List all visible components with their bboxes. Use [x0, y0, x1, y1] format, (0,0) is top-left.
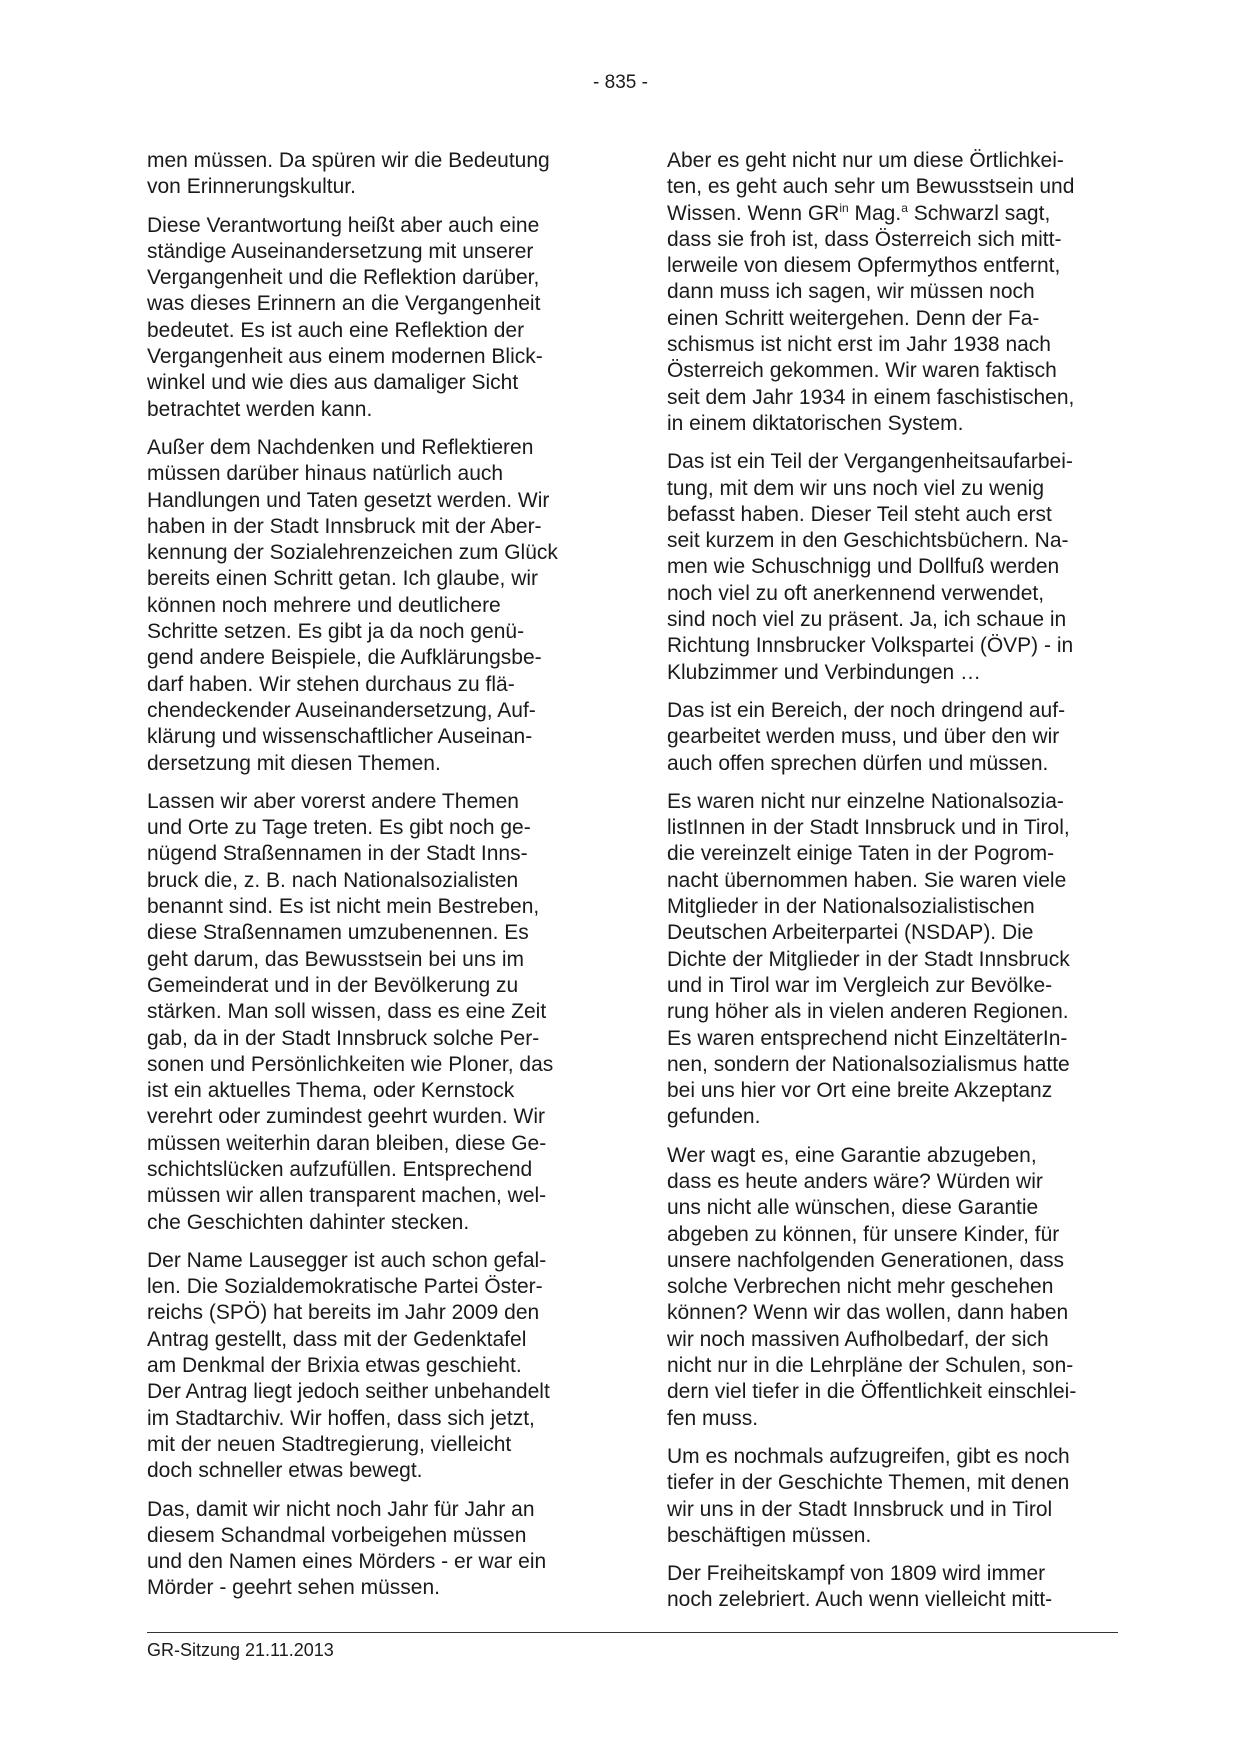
text-span: Mag.: [848, 201, 902, 225]
footer-divider: [147, 1632, 1118, 1633]
paragraph: Das ist ein Bereich, der noch dringend auf- gearbeitet werden muss, und über den wir auch offen sprechen dürfen und müssen.: [667, 698, 1066, 775]
paragraph: Um es nochmals aufzugreifen, gibt es noch tiefer in der Geschichte Themen, mit denen wir uns in der Stadt Innsbruck und in Tirol beschäftigen müssen.: [667, 1444, 1070, 1547]
paragraph: Das ist ein Teil der Vergangenheitsaufarbei- tung, mit dem wir uns noch viel zu wenig befasst haben. Dieser Teil steht auch erst seit kurzem in den Geschichtsbüchern. Na- men wie Schuschnigg und Dollfuß werden noch viel zu oft anerkennend verwendet, sind noch viel zu präsent. Ja, ich schaue in Richtung Innsbrucker Volkspartei (ÖVP) - in Klubzimmer und Verbindungen …: [667, 450, 1074, 684]
superscript: a: [901, 200, 908, 215]
superscript: in: [839, 200, 849, 215]
paragraph-intro: [667, 148, 1107, 437]
page-number: - 835 -: [593, 72, 648, 93]
footer-text: GR-Sitzung 21.11.2013: [147, 1640, 334, 1660]
paragraph: Der Freiheitskampf von 1809 wird immer noch zelebriert. Auch wenn vielleicht mitt-: [667, 1562, 1053, 1612]
paragraph: Der Name Lausegger ist auch schon gefal- len. Die Sozialdemokratische Partei Öster- reichs (SPÖ) hat bereits im Jahr 2009 den Antrag gestellt, dass mit der Gedenktafel am Denkmal der Brixia etwas geschieht. Der Antrag liegt jedoch seither unbehandelt im Stadtarchiv. Wir hoffen, dass sich jetzt, mit der neuen Stadtregierung, vielleicht doch schneller etwas bewegt.: [147, 1248, 550, 1483]
text-span: ten, es geht auch sehr um Bewusstsein und: [667, 175, 1075, 199]
text-span: Wissen. Wenn GR: [667, 201, 840, 225]
paragraph: Lassen wir aber vorerst andere Themen und Orte zu Tage treten. Es gibt noch ge- nügend Straßennamen in der Stadt Inns- bruck die, z. B. nach Nationalsozialisten benannt sind. Es ist nicht mein Bestreben, diese Straßennamen umzubenennen. Es geht darum, das Bewusstsein bei uns im Gemeinderat und in der Bevölkerung zu stärken. Man soll wissen, dass es eine Zeit gab, da in der Stadt Innsbruck solche Per- sonen und Persönlichkeiten wie Ploner, das ist ein aktuelles Thema, oder Kernstock verehrt oder zumindest geehrt wurden. Wir müssen weiterhin daran bleiben, diese Ge- schichtslücken aufzufüllen. Entsprechend müssen wir allen transparent machen, wel- che Geschichten dahinter stecken.: [147, 789, 554, 1234]
text-span: Schwarzl sagt,: [907, 201, 1051, 225]
text-span: dass sie froh ist, dass Österreich sich mitt- lerweile von diesem Opfermythos entfernt, dann muss ich sagen, wir müssen noch einen Schritt weitergehen. Denn der Fa- schismus ist nicht erst im Jahr 1938 nach Österreich gekommen. Wir waren faktisch seit dem Jahr 1934 in einem faschistischen, in einem diktatorischen System.: [667, 227, 1075, 435]
paragraph: men müssen. Da spüren wir die Bedeutung von Erinnerungskultur.: [147, 149, 550, 199]
text-span: Aber es geht nicht nur um diese Örtlichkei-: [667, 149, 1064, 172]
paragraph: Diese Verantwortung heißt aber auch eine ständige Auseinandersetzung mit unserer Vergangenheit und die Reflektion darüber, was dieses Erinnern an die Vergangenheit bedeutet. Es ist auch eine Reflektion der Vergangenheit aus einem modernen Blick- winkel und wie dies aus damaliger Sicht betrachtet werden kann.: [147, 213, 543, 421]
paragraph: Wer wagt es, eine Garantie abzugeben, dass es heute anders wäre? Würden wir uns nicht alle wünschen, diese Garantie abgeben zu können, für unsere Kinder, für unsere nachfolgenden Generationen, dass solche Verbrechen nicht mehr geschehen können? Wenn wir das wollen, dann haben wir noch massiven Aufholbedarf, der sich nicht nur in die Lehrpläne der Schulen, son- dern viel tiefer in die Öffentlichkeit einschlei- fen muss.: [667, 1143, 1077, 1430]
paragraph: Außer dem Nachdenken und Reflektieren müssen darüber hinaus natürlich auch Handlungen und Taten gesetzt werden. Wir haben in der Stadt Innsbruck mit der Aber- kennung der Sozialehrenzeichen zum Glück bereits einen Schritt getan. Ich glaube, wir können noch mehrere und deutlichere Schritte setzen. Es gibt ja da noch genü- gend andere Beispiele, die Aufklärungsbe- darf haben. Wir stehen durchaus zu flä- chendeckender Auseinandersetzung, Auf- klärung und wissenschaftlicher Auseinan- dersetzung mit diesen Themen.: [147, 435, 558, 775]
paragraph: Das, damit wir nicht noch Jahr für Jahr an diesem Schandmal vorbeigehen müssen und den Namen eines Mörders - er war ein Mörder - geehrt sehen müssen.: [147, 1497, 547, 1600]
left-column: [147, 148, 587, 1614]
paragraph: Es waren nicht nur einzelne Nationalsozia- listInnen in der Stadt Innsbruck und in Tirol, die vereinzelt einige Taten in der Pogrom- nacht übernommen haben. Sie waren viele Mitglieder in der Nationalsozialistischen Deutschen Arbeiterpartei (NSDAP). Die Dichte der Mitglieder in der Stadt Innsbruck und in Tirol war im Vergleich zur Bevölke- rung höher als in vielen anderen Regionen. Es waren entsprechend nicht EinzeltäterIn- nen, sondern der Nationalsozialismus hatte bei uns hier vor Ort eine breite Akzeptanz gefunden.: [667, 789, 1070, 1129]
right-column: [667, 148, 1107, 1626]
